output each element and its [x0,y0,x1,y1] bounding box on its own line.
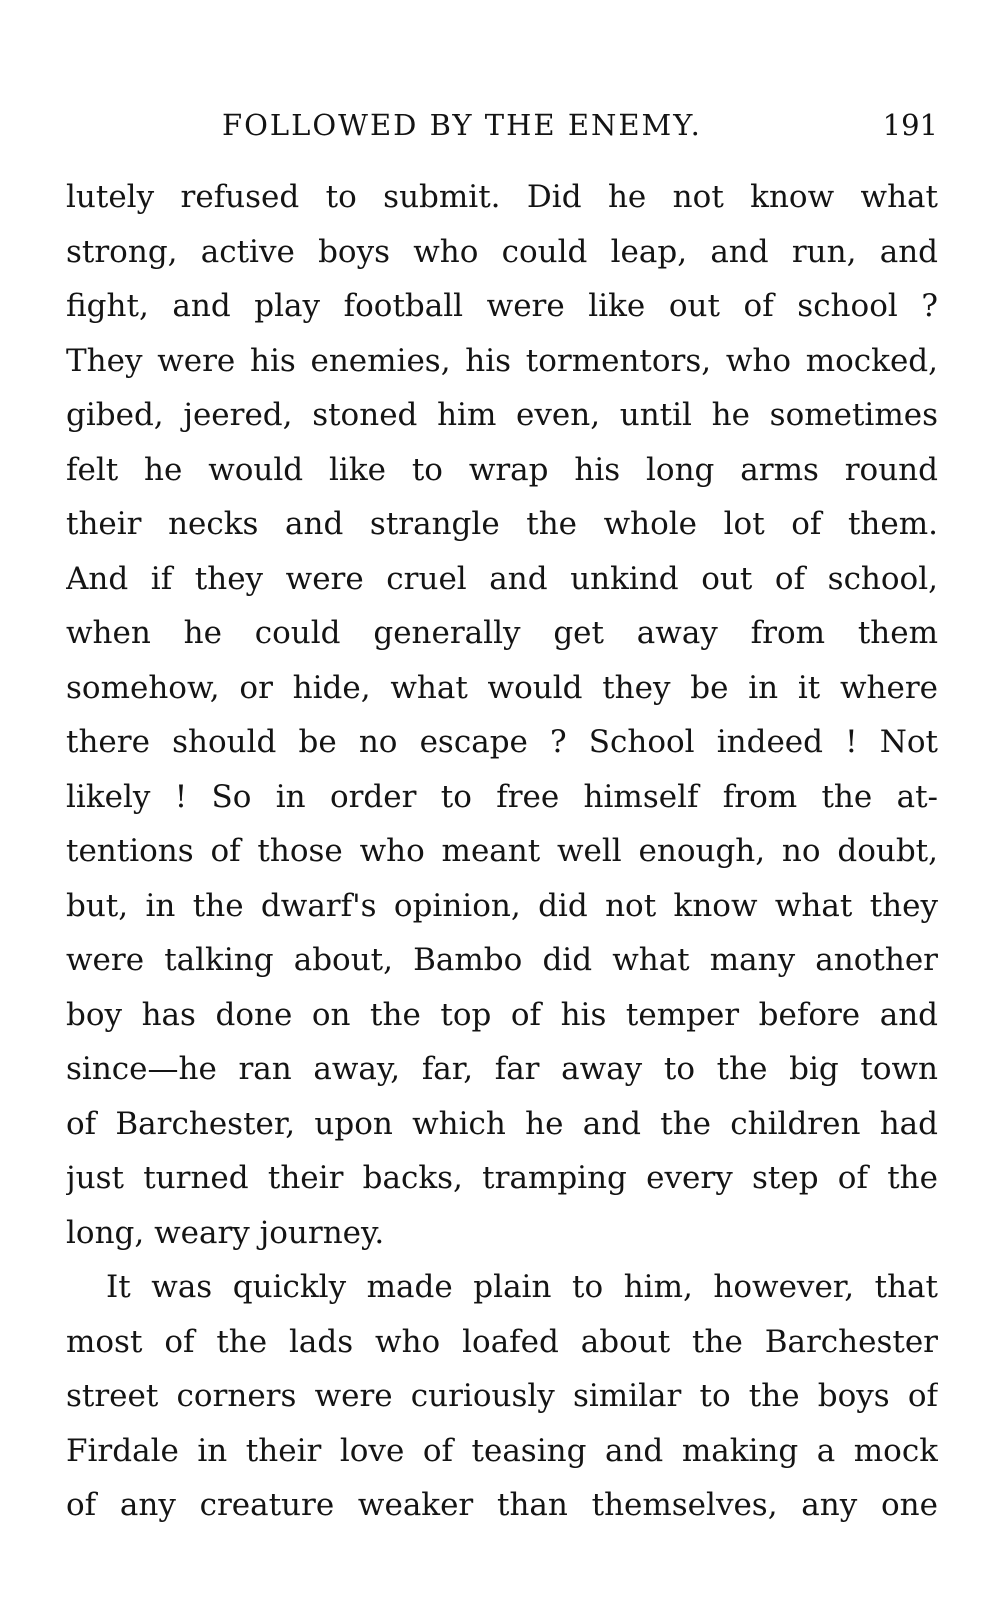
text-line: most of the lads who loafed about the Barchester [66,1323,938,1360]
text-line: fight, and play football were like out of school ? [66,288,938,324]
text-line: And if they were cruel and unkind out of school, [66,560,938,597]
text-line: lutely refused to submit. Did he not know what [66,179,938,215]
text-line: likely ! So in order to free himself from the at- [66,778,938,815]
text-line: Firdale in their love of teasing and making a mock [66,1432,938,1469]
text-line: strong, active boys who could leap, and run, and [66,233,938,270]
page-number: 191 [882,108,938,142]
text-line: felt he would like to wrap his long arms round [66,451,938,488]
text-line: there should be no escape ? School indeed ! Not [66,724,938,760]
text-line: boy has done on the top of his temper before and [66,996,938,1033]
text-line: gibed, jeered, stoned him even, until he sometimes [66,397,938,433]
body-text [66,170,938,1533]
text-line: of any creature weaker than themselves, any one [66,1487,938,1523]
text-line: their necks and strangle the whole lot of them. [66,506,938,542]
text-line: tentions of those who meant well enough, no doubt, [66,833,938,869]
paragraph-2 [66,1260,938,1533]
text-line: since—he ran away, far, far away to the big town [66,1051,938,1087]
text-line: It was quickly made plain to him, however, that [106,1269,938,1305]
text-line: street corners were curiously similar to the boys of [66,1378,938,1414]
text-line: of Barchester, upon which he and the children had [66,1105,938,1142]
paragraph-1 [66,170,938,1260]
running-head [66,108,938,148]
text-line: when he could generally get away from them [66,615,938,651]
text-line: but, in the dwarf's opinion, did not know what they [66,887,938,924]
running-title: FOLLOWED BY THE ENEMY. [222,108,702,142]
text-line: long, weary journey. [66,1214,385,1251]
text-line: just turned their backs, tramping every step of the [66,1160,938,1196]
text-line: were talking about, Bambo did what many another [66,942,938,978]
text-line: somehow, or hide, what would they be in it where [66,669,938,706]
text-line: They were his enemies, his tormentors, who mocked, [66,342,938,379]
